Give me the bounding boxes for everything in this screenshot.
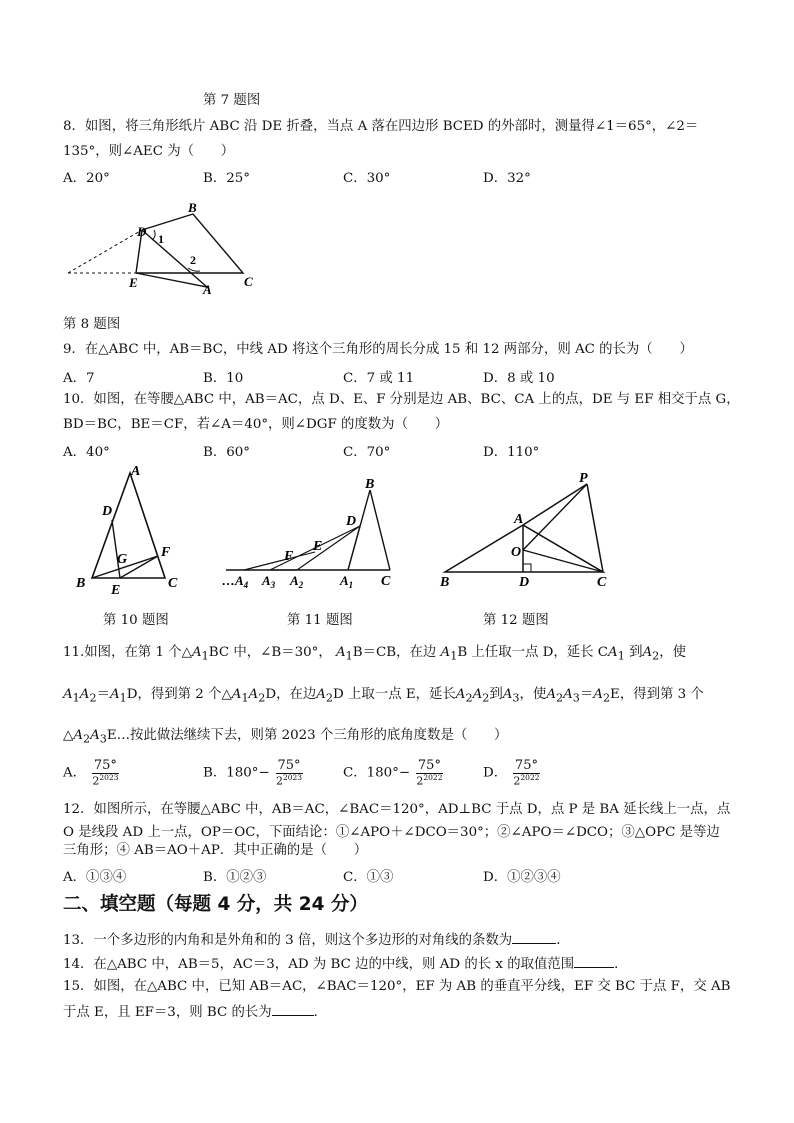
option-b: B．25° (203, 171, 250, 186)
fig11-label-c: C (381, 574, 391, 589)
fig8-label-e: E (129, 275, 138, 290)
figure-8-diagram (60, 200, 280, 300)
question-11-line-1: 11.如图，在第 1 个$\triangle A_1BC$ 中，∠B＝30°， $A_1B=CB$，在边 $A_1B$ 上任取一点 D，延长 $CA_1$ 到$A_2$，使 (63, 645, 687, 663)
fig12-label-d: D (519, 575, 530, 590)
option-c: C．180°− $\frac{75^\circ}{2^{2022}}$ (343, 758, 443, 788)
figure-caption-q11: 第 11 题图 (287, 613, 353, 628)
fig10-label-g: G (117, 552, 128, 567)
question-8-line-2: 135°，则∠AEC 为（ ） (63, 144, 235, 159)
answer-blank[interactable] (272, 1003, 314, 1016)
fig10-label-c: C (168, 576, 178, 591)
fig11-label-a2: $A_2$ (290, 573, 304, 590)
fraction: $\frac{75^\circ}{2^{2022}}$ (416, 758, 443, 788)
fig10-label-e: E (111, 583, 121, 595)
fig8-label-1: 1 (158, 232, 164, 246)
figure-12-diagram (435, 470, 615, 590)
option-d: D．①②③④ (483, 870, 561, 885)
option-b: B．180°− $\frac{75^\circ}{2^{2023}}$ (203, 758, 303, 788)
option-a: A．①③④ (63, 870, 127, 885)
option-c: C．70° (343, 445, 391, 460)
option-a: A．20° (63, 171, 110, 186)
fig11-label-a1: $A_1$ (340, 573, 354, 590)
fig11-label-f: F (284, 549, 294, 564)
question-12-line-1: 12．如图所示，在等腰△ABC 中，AB＝AC，∠BAC＝120°，AD⊥BC 于点 D，点 P 是 BA 延长线上一点，点 (63, 802, 731, 817)
question-8-line-1: 8．如图，将三角形纸片 ABC 沿 DE 折叠，当点 A 落在四边形 BCED 的外部时，测量得∠1＝65°，∠2＝ (63, 119, 699, 134)
option-d: D．8 或 10 (483, 371, 555, 386)
option-b: B．60° (203, 445, 250, 460)
fig10-label-d: D (102, 504, 113, 519)
fraction: $\frac{75^\circ}{2^{2023}}$ (92, 758, 119, 788)
question-14: 14．在△ABC 中，AB＝5，AC＝3，AD 为 BC 边的中线，则 AD 的长 x 的取值范围 ． (63, 957, 628, 972)
option-c: C．7 或 11 (343, 371, 415, 386)
question-9-line-1: 9．在△ABC 中，AB＝BC，中线 AD 将这个三角形的周长分成 15 和 12 两部分，则 AC 的长为（ ） (63, 342, 693, 357)
fig10-label-a: A (131, 465, 141, 479)
fig12-label-p: P (579, 471, 588, 486)
answer-blank[interactable] (574, 955, 614, 968)
figure-11-diagram (220, 468, 410, 593)
option-a: A．7 (63, 371, 95, 386)
option-b: B．10 (203, 371, 244, 386)
option-c: C．①③ (343, 870, 394, 885)
option-a: A． $\frac{75^\circ}{2^{2023}}$ (63, 758, 119, 788)
fig11-label-a3: $A_3$ (262, 573, 276, 590)
fig10-label-b: B (76, 576, 86, 591)
section-heading: 二、填空题（每题 4 分，共 24 分） (63, 894, 368, 915)
option-d: D．32° (483, 171, 531, 186)
fig10-label-f: F (161, 545, 171, 560)
question-11-line-3: $\triangle A_2A_3E\dots$按此做法继续下去，则第 2023 个三角形的底角度数是（ ） (63, 728, 508, 746)
fig12-label-o: O (511, 545, 522, 560)
fig11-label-e: E (313, 539, 323, 554)
fig8-label-c: C (244, 274, 253, 289)
fig11-label-d: D (346, 514, 357, 529)
option-d: D． $\frac{75^\circ}{2^{2022}}$ (483, 758, 540, 788)
fig8-label-d: D (137, 224, 147, 239)
option-d: D．110° (483, 445, 540, 460)
option-c: C．30° (343, 171, 391, 186)
question-10-line-1: 10．如图，在等腰△ABC 中，AB＝AC，点 D、E、F 分别是边 AB、BC、CA 上的点，DE 与 EF 相交于点 G， (63, 392, 740, 407)
figure-caption-q8: 第 8 题图 (63, 317, 121, 332)
question-15-line-2: 于点 E，且 EF＝3，则 BC 的长为 ． (63, 1005, 328, 1020)
option-b: B．①②③ (203, 870, 267, 885)
fig12-label-b: B (440, 575, 450, 590)
fig11-label-a4: $\dots A_4$ (222, 573, 249, 590)
fig11-label-b: B (365, 477, 375, 492)
fig8-label-b: B (188, 200, 197, 215)
answer-blank[interactable] (512, 931, 556, 944)
question-12-line-2: O 是线段 AD 上一点，OP＝OC，下面结论：①∠APO＋∠DCO＝30°；②∠APO＝∠DCO；③△OPC 是等边 (63, 825, 720, 840)
question-12-line-3: 三角形；④ AB＝AO＋AP．其中正确的是（ ） (63, 843, 368, 858)
fig12-label-a: A (514, 512, 524, 527)
fig8-label-a: A (203, 282, 212, 297)
question-15-line-1: 15．如图，在△ABC 中，已知 AB＝AC，∠BAC＝120°，EF 为 AB 的垂直平分线，EF 交 BC 于点 F，交 AB (63, 979, 731, 994)
figure-10-diagram (70, 465, 190, 595)
question-13: 13．一个多边形的内角和是外角和的 3 倍，则这个多边形的对角线的条数为 ． (63, 933, 570, 948)
fraction: $\frac{75^\circ}{2^{2022}}$ (513, 758, 540, 788)
option-a: A．40° (63, 445, 110, 460)
fraction: $\frac{75^\circ}{2^{2023}}$ (275, 758, 303, 788)
fig12-label-c: C (597, 575, 607, 590)
fig8-label-2: 2 (190, 253, 196, 267)
question-10-line-2: BD＝BC，BE＝CF，若∠A＝40°，则∠DGF 的度数为（ ） (63, 417, 449, 432)
question-11-line-2: $A_1A_2=A_1D$，得到第 2 个$\triangle A_1A_2D$，在边$A_2D$ 上取一点 E，延长$A_2A_2$到$A_3$，使$A_2A_3=A_2E$，得到第 3 个 (63, 687, 704, 705)
figure-caption-q7: 第 7 题图 (203, 93, 261, 108)
figure-caption-q12: 第 12 题图 (483, 613, 549, 628)
figure-caption-q10: 第 10 题图 (103, 613, 169, 628)
